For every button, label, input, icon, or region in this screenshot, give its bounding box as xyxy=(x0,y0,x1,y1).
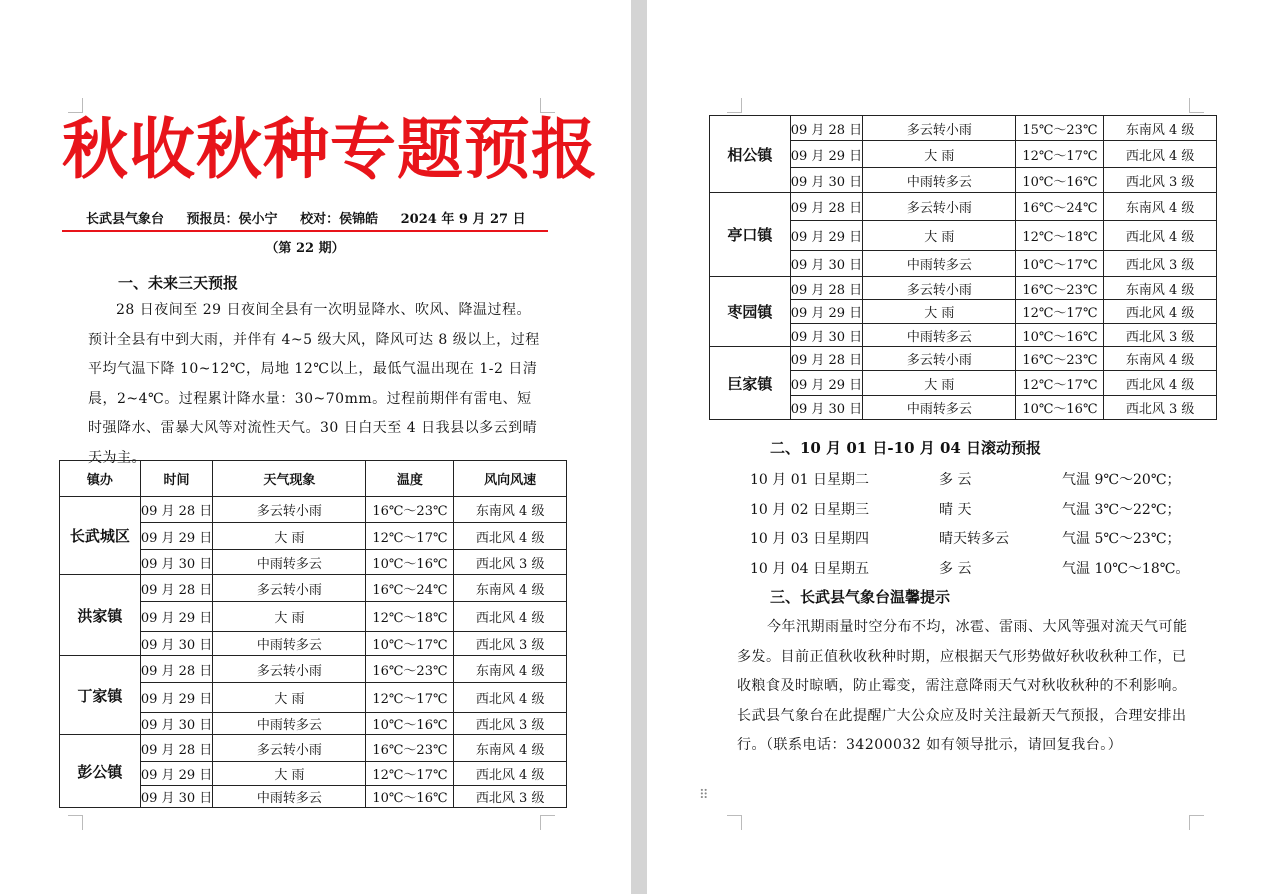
byline xyxy=(62,208,548,227)
forecast-weather: 多 云 xyxy=(939,560,972,577)
wind-cell: 西北风 4 级 xyxy=(1104,300,1217,324)
section-1-body: 28 日夜间至 29 日夜间全县有一次明显降水、吹风、降温过程。预计全县有中到大雨，并伴有 4~5 级大风，降风可达 8 级以上，过程平均气温下降 10~12℃，局地 12℃以上，最低气温出现在 1-2 日清晨，2~4℃。过程累计降水量：30~70mm。过程前期伴有雷电、短时强降水、雷暴大风等对流性天气。30 日白天至 4 日我县以多云到晴天为主。 xyxy=(88,302,540,466)
forecast-temp: 气温 10℃～18℃。 xyxy=(1062,560,1190,577)
weather-cell: 大 雨 xyxy=(213,602,366,632)
date-cell: 09 月 28 日 xyxy=(140,656,212,683)
forecast-temp: 气温 3℃～22℃； xyxy=(1062,501,1181,518)
date-cell: 09 月 30 日 xyxy=(140,786,212,808)
forecast-table-2 xyxy=(709,115,1217,420)
wind-cell: 西北风 3 级 xyxy=(454,632,567,656)
col-header-date: 时间 xyxy=(140,461,212,497)
temp-cell: 12℃～17℃ xyxy=(1016,141,1104,168)
weather-cell: 多云转小雨 xyxy=(863,347,1016,371)
date-cell: 09 月 28 日 xyxy=(790,193,862,221)
date-cell: 09 月 28 日 xyxy=(140,575,212,602)
forecast-date: 10 月 01 日星期二 xyxy=(750,472,869,488)
table-row xyxy=(710,193,1217,221)
crop-mark xyxy=(727,815,742,830)
forecaster: 预报员：侯小宁 xyxy=(186,212,278,227)
wind-cell: 西北风 4 级 xyxy=(1104,141,1217,168)
date-cell: 09 月 28 日 xyxy=(790,277,862,300)
table-row xyxy=(60,656,567,683)
date-cell: 09 月 29 日 xyxy=(140,523,212,550)
date-cell: 09 月 29 日 xyxy=(140,683,212,713)
forecast-table-1 xyxy=(59,460,567,808)
weather-cell: 多云转小雨 xyxy=(863,116,1016,141)
weather-cell: 大 雨 xyxy=(863,141,1016,168)
date-cell: 09 月 30 日 xyxy=(140,713,212,735)
weather-cell: 多云转小雨 xyxy=(213,497,366,523)
wind-cell: 西北风 3 级 xyxy=(1104,251,1217,277)
document-page-1 xyxy=(0,0,631,894)
weather-cell: 大 雨 xyxy=(213,523,366,550)
town-name: 相公镇 xyxy=(710,116,791,193)
weather-cell: 大 雨 xyxy=(863,221,1016,251)
weather-cell: 多云转小雨 xyxy=(213,656,366,683)
header-divider xyxy=(62,230,548,232)
document-title: 秋收秋种专题预报 xyxy=(62,110,598,188)
temp-cell: 10℃～16℃ xyxy=(366,786,454,808)
table-row xyxy=(60,497,567,523)
temp-cell: 10℃～16℃ xyxy=(1016,324,1104,347)
table-row xyxy=(710,116,1217,141)
date-cell: 09 月 29 日 xyxy=(140,602,212,632)
date-cell: 09 月 28 日 xyxy=(140,735,212,762)
forecast-temp: 气温 5℃～23℃； xyxy=(1062,531,1181,547)
date-cell: 09 月 30 日 xyxy=(790,396,862,420)
temp-cell: 16℃～24℃ xyxy=(1016,193,1104,221)
weather-cell: 中雨转多云 xyxy=(213,713,366,735)
wind-cell: 西北风 4 级 xyxy=(454,523,567,550)
temp-cell: 10℃～17℃ xyxy=(366,632,454,656)
date-cell: 09 月 29 日 xyxy=(790,141,862,168)
weather-cell: 多云转小雨 xyxy=(213,735,366,762)
table-row xyxy=(710,347,1217,371)
date-cell: 09 月 30 日 xyxy=(140,632,212,656)
date-cell: 09 月 29 日 xyxy=(790,300,862,324)
page-gutter xyxy=(631,0,647,894)
col-header-wind: 风向风速 xyxy=(454,461,567,497)
weather-cell: 大 雨 xyxy=(863,371,1016,396)
forecast-date: 10 月 03 日星期四 xyxy=(750,531,869,547)
section-3-heading: 三、长武县气象台温馨提示 xyxy=(770,588,951,606)
wind-cell: 东南风 4 级 xyxy=(1104,193,1217,221)
forecast-date: 10 月 02 日星期三 xyxy=(750,501,869,518)
temp-cell: 10℃～16℃ xyxy=(1016,396,1104,420)
temp-cell: 16℃～23℃ xyxy=(1016,347,1104,371)
issue-date: 2024 年 9 月 27 日 xyxy=(400,212,526,227)
date-cell: 09 月 28 日 xyxy=(140,497,212,523)
table-row xyxy=(710,277,1217,300)
wind-cell: 西北风 3 级 xyxy=(1104,324,1217,347)
temp-cell: 10℃～16℃ xyxy=(1016,168,1104,193)
crop-mark xyxy=(68,815,83,830)
weather-cell: 中雨转多云 xyxy=(863,251,1016,277)
table-row xyxy=(60,735,567,762)
table-row xyxy=(60,575,567,602)
forecast-weather: 晴 天 xyxy=(939,501,972,518)
temp-cell: 12℃～17℃ xyxy=(366,523,454,550)
section-1-heading: 一、未来三天预报 xyxy=(118,274,239,292)
date-cell: 09 月 30 日 xyxy=(790,168,862,193)
temp-cell: 10℃～16℃ xyxy=(366,713,454,735)
date-cell: 09 月 30 日 xyxy=(140,550,212,575)
weather-cell: 大 雨 xyxy=(863,300,1016,324)
wind-cell: 东南风 4 级 xyxy=(454,735,567,762)
wind-cell: 西北风 3 级 xyxy=(454,786,567,808)
col-header-weather: 天气现象 xyxy=(213,461,366,497)
temp-cell: 12℃～17℃ xyxy=(1016,371,1104,396)
date-cell: 09 月 29 日 xyxy=(790,221,862,251)
wind-cell: 西北风 3 级 xyxy=(1104,168,1217,193)
temp-cell: 12℃～17℃ xyxy=(1016,300,1104,324)
temp-cell: 16℃～23℃ xyxy=(366,656,454,683)
weather-cell: 大 雨 xyxy=(213,762,366,786)
temp-cell: 16℃～23℃ xyxy=(366,735,454,762)
wind-cell: 西北风 4 级 xyxy=(454,602,567,632)
wind-cell: 东南风 4 级 xyxy=(454,575,567,602)
weather-cell: 大 雨 xyxy=(213,683,366,713)
crop-mark xyxy=(1189,98,1204,113)
town-name: 长武城区 xyxy=(60,497,141,575)
temp-cell: 16℃～24℃ xyxy=(366,575,454,602)
crop-mark xyxy=(540,815,555,830)
temp-cell: 10℃～17℃ xyxy=(1016,251,1104,277)
crop-mark xyxy=(1189,815,1204,830)
town-name: 丁家镇 xyxy=(60,656,141,735)
temp-cell: 12℃～18℃ xyxy=(366,602,454,632)
temp-cell: 12℃～17℃ xyxy=(366,683,454,713)
weather-cell: 中雨转多云 xyxy=(213,786,366,808)
wind-cell: 西北风 3 级 xyxy=(454,713,567,735)
weather-cell: 多云转小雨 xyxy=(863,193,1016,221)
date-cell: 09 月 28 日 xyxy=(790,347,862,371)
town-name: 彭公镇 xyxy=(60,735,141,808)
date-cell: 09 月 30 日 xyxy=(790,324,862,347)
weather-cell: 中雨转多云 xyxy=(213,632,366,656)
wind-cell: 西北风 4 级 xyxy=(454,762,567,786)
weather-cell: 中雨转多云 xyxy=(863,324,1016,347)
wind-cell: 西北风 4 级 xyxy=(1104,221,1217,251)
wind-cell: 西北风 4 级 xyxy=(1104,371,1217,396)
col-header-town: 镇办 xyxy=(60,461,141,497)
date-cell: 09 月 30 日 xyxy=(790,251,862,277)
station-name: 长武县气象台 xyxy=(86,212,165,227)
proofreader: 校对：侯锦皓 xyxy=(300,212,379,227)
wind-cell: 东南风 4 级 xyxy=(454,656,567,683)
weather-cell: 多云转小雨 xyxy=(213,575,366,602)
date-cell: 09 月 29 日 xyxy=(140,762,212,786)
forecast-weather: 多 云 xyxy=(939,472,972,488)
temp-cell: 12℃～17℃ xyxy=(366,762,454,786)
town-name: 巨家镇 xyxy=(710,347,791,420)
town-name: 枣园镇 xyxy=(710,277,791,347)
col-header-temp: 温度 xyxy=(366,461,454,497)
weather-cell: 中雨转多云 xyxy=(863,396,1016,420)
date-cell: 09 月 28 日 xyxy=(790,116,862,141)
wind-cell: 东南风 4 级 xyxy=(1104,116,1217,141)
temp-cell: 12℃～18℃ xyxy=(1016,221,1104,251)
temp-cell: 16℃～23℃ xyxy=(366,497,454,523)
town-name: 洪家镇 xyxy=(60,575,141,656)
drag-handle-icon[interactable]: ⠿ xyxy=(699,788,709,803)
date-cell: 09 月 29 日 xyxy=(790,371,862,396)
issue-number: （第 22 期） xyxy=(265,241,345,256)
temp-cell: 15℃～23℃ xyxy=(1016,116,1104,141)
wind-cell: 西北风 4 级 xyxy=(454,683,567,713)
forecast-weather: 晴天转多云 xyxy=(939,531,1009,547)
weather-cell: 多云转小雨 xyxy=(863,277,1016,300)
wind-cell: 东南风 4 级 xyxy=(1104,277,1217,300)
wind-cell: 东南风 4 级 xyxy=(1104,347,1217,371)
wind-cell: 西北风 3 级 xyxy=(454,550,567,575)
section-2-heading: 二、10 月 01 日-10 月 04 日滚动预报 xyxy=(770,439,1042,457)
weather-cell: 中雨转多云 xyxy=(213,550,366,575)
weather-cell: 中雨转多云 xyxy=(863,168,1016,193)
forecast-temp: 气温 9℃～20℃； xyxy=(1062,472,1181,488)
wind-cell: 东南风 4 级 xyxy=(454,497,567,523)
section-3-body: 今年汛期雨量时空分布不均，冰雹、雷雨、大风等强对流天气可能多发。目前正值秋收秋种时期，应根据天气形势做好秋收秋种工作，已收粮食及时晾晒，防止霉变，需注意降雨天气对秋收秋种的不利影响。长武县气象台在此提醒广大公众应及时关注最新天气预报，合理安排出行。（联系电话：34200032 如有领导批示，请回复我台。） xyxy=(737,619,1188,753)
wind-cell: 西北风 3 级 xyxy=(1104,396,1217,420)
temp-cell: 16℃～23℃ xyxy=(1016,277,1104,300)
town-name: 亭口镇 xyxy=(710,193,791,277)
crop-mark xyxy=(727,98,742,113)
forecast-date: 10 月 04 日星期五 xyxy=(750,560,869,577)
temp-cell: 10℃～16℃ xyxy=(366,550,454,575)
